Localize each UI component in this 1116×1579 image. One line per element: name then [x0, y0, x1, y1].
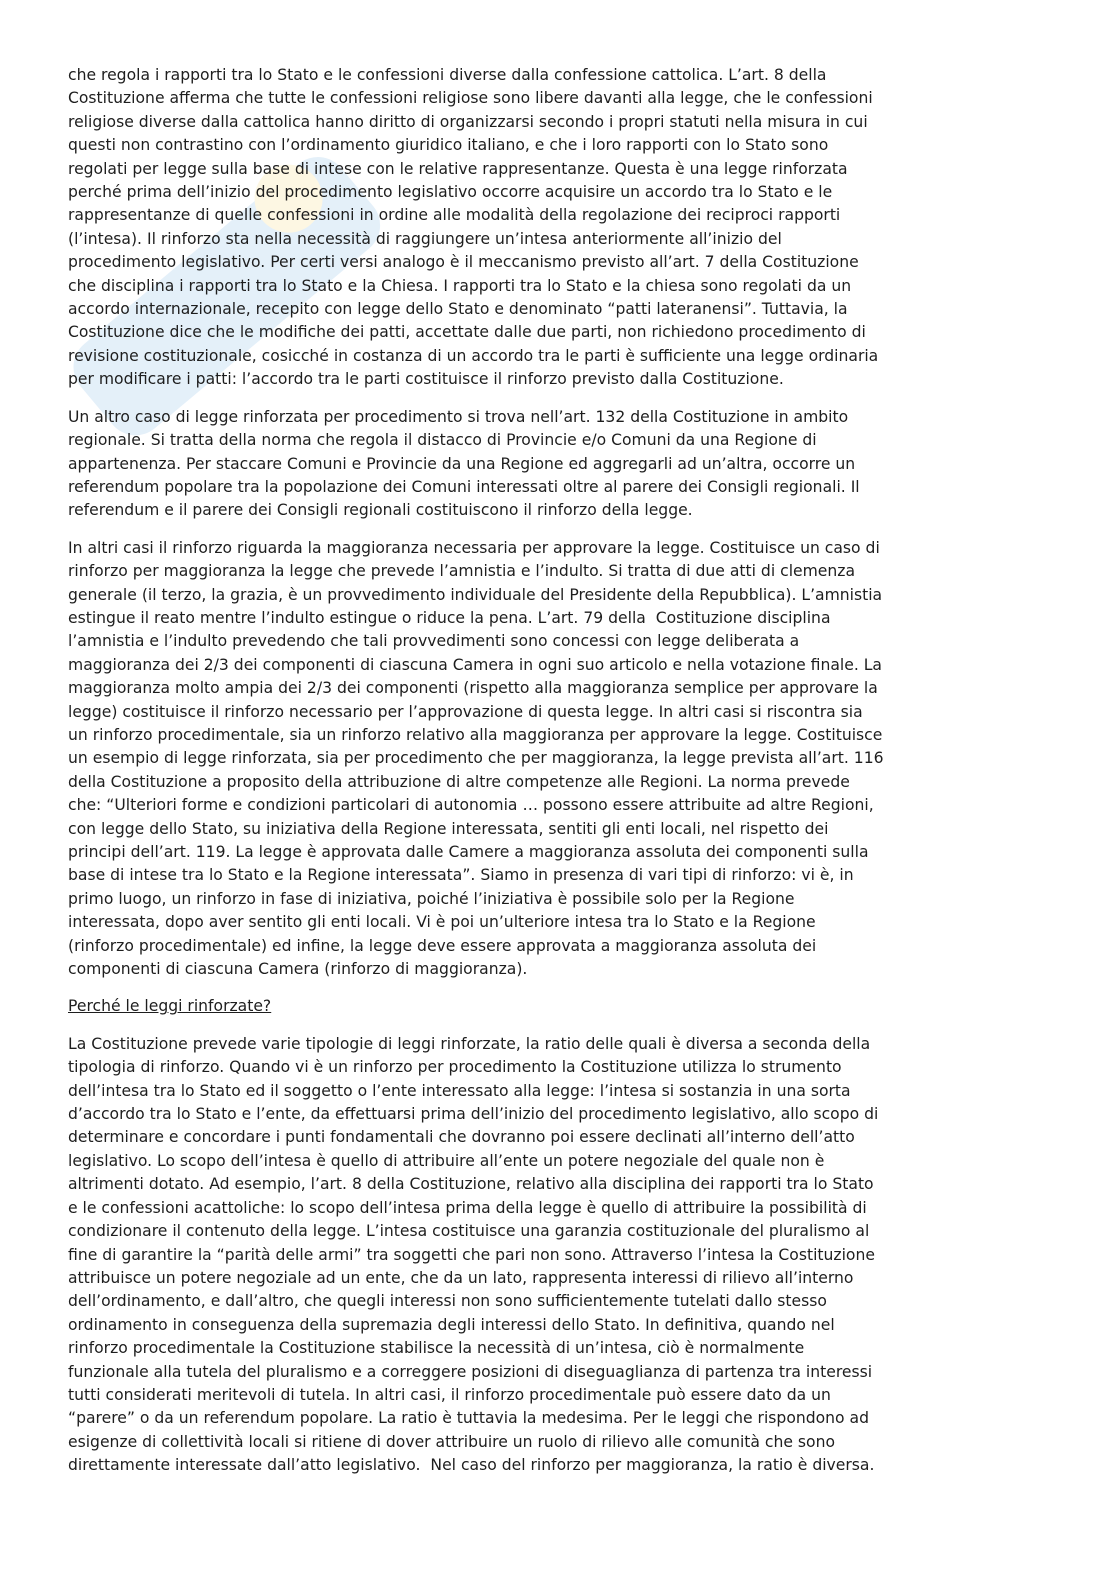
text-line: funzionale alla tutela del pluralismo e a correggere posizioni di diseguaglianza di partenza tra interessi	[68, 1362, 873, 1381]
text-line: dell’ordinamento, e dall’altro, che quegli interessi non sono sufficientemente tutelati dallo stesso	[68, 1292, 827, 1311]
text-line: Un altro caso di legge rinforzata per procedimento si trova nell’art. 132 della Costituzione in ambito	[68, 407, 849, 426]
text-line: Costituzione afferma che tutte le confessioni religiose sono libere davanti alla legge, che le confessioni	[68, 89, 873, 108]
text-line: attribuisce un potere negoziale ad un ente, che da un lato, rappresenta interessi di rilievo all’interno	[68, 1268, 854, 1287]
text-line: che regola i rapporti tra lo Stato e le confessioni diverse dalla confessione cattolica. L’art. 8 della	[68, 66, 827, 84]
text-line: dell’intesa tra lo Stato ed il soggetto o l’ente interessato alla legge: l’intesa si sostanzia in una sorta	[68, 1081, 851, 1100]
text-line: direttamente interessate dall’atto legislativo. Nel caso del rinforzo per maggioranza, la ratio è diversa.	[68, 1456, 875, 1475]
heading-text: Perché le leggi rinforzate?	[68, 997, 272, 1016]
text-line: referendum e il parere dei Consigli regionali costituiscono il rinforzo della legge.	[68, 501, 693, 520]
text-line: appartenenza. Per staccare Comuni e Provincie da una Regione ed aggregarli ad un’altra, occorre un	[68, 454, 856, 473]
text-line: generale (il terzo, la grazia, è un provvedimento individuale del Presidente della Repubblica). L’amnistia	[68, 585, 883, 604]
text-line: altrimenti dotato. Ad esempio, l’art. 8 della Costituzione, relativo alla disciplina dei rapporti tra lo Stato	[68, 1175, 874, 1194]
paragraph	[68, 1033, 1036, 1478]
text-line: maggioranza molto ampia dei 2/3 dei componenti (rispetto alla maggioranza semplice per approvare la	[68, 679, 878, 698]
text-line: tutti considerati meritevoli di tutela. In altri casi, il rinforzo procedimentale può essere dato da un	[68, 1385, 831, 1404]
text-line: regolati per legge sulla base di intese con le relative rappresentanze. Questa è una legge rinforzata	[68, 159, 848, 178]
text-line: (l’intesa). Il rinforzo sta nella necessità di raggiungere un’intesa anteriormente all’inizio del	[68, 229, 782, 248]
text-line: interessata, dopo aver sentito gli enti locali. Vi è poi un’ulteriore intesa tra lo Stato e la Regione	[68, 913, 816, 932]
text-line: che: “Ulteriori forme e condizioni particolari di autonomia … possono essere attribuite ad altre Regioni,	[68, 796, 874, 815]
document-body	[68, 64, 1036, 1492]
text-line: determinare e concordare i punti fondamentali che dovranno poi essere declinati all’interno dell’atto	[68, 1128, 855, 1147]
text-line: condizionare il contenuto della legge. L’intesa costituisce una garanzia costituzionale del pluralismo al	[68, 1222, 870, 1241]
text-line: accordo internazionale, recepito con legge dello Stato e denominato “patti lateranensi”. Tuttavia, la	[68, 300, 848, 319]
text-line: maggioranza dei 2/3 dei componenti di ciascuna Camera in ogni suo articolo e nella votazione finale. La	[68, 655, 882, 674]
text-line: questi non contrastino con l’ordinamento giuridico italiano, e che i loro rapporti con lo Stato sono	[68, 136, 829, 155]
text-line: base di intese tra lo Stato e la Regione interessata”. Siamo in presenza di vari tipi di rinforzo: vi è, in	[68, 866, 854, 885]
text-line: La Costituzione prevede varie tipologie di leggi rinforzate, la ratio delle quali è diversa a seconda della	[68, 1034, 871, 1053]
text-line: legislativo. Lo scopo dell’intesa è quello di attribuire all’ente un potere negoziale del quale non è	[68, 1151, 825, 1170]
text-line: d’accordo tra lo Stato e l’ente, da effettuarsi prima dell’inizio del procedimento legislativo, allo scopo di	[68, 1105, 879, 1124]
text-line: della Costituzione a proposito della attribuzione di altre competenze alle Regioni. La norma prevede	[68, 772, 850, 791]
section-heading	[68, 995, 1036, 1018]
text-line: tipologia di rinforzo. Quando vi è un rinforzo per procedimento la Costituzione utilizza lo strumento	[68, 1058, 842, 1077]
text-line: legge) costituisce il rinforzo necessario per l’approvazione di questa legge. In altri casi si riscontra sia	[68, 702, 863, 721]
text-line: In altri casi il rinforzo riguarda la maggioranza necessaria per approvare la legge. Costituisce un caso di	[68, 538, 880, 557]
text-line: principi dell’art. 119. La legge è approvata dalle Camere a maggioranza assoluta dei componenti sulla	[68, 843, 869, 861]
paragraph	[68, 537, 1036, 982]
text-line: regionale. Si tratta della norma che regola il distacco di Provincie e/o Comuni da una Regione di	[68, 431, 817, 450]
text-line: “parere” o da un referendum popolare. La ratio è tuttavia la medesima. Per le leggi che rispondono ad	[68, 1409, 870, 1428]
text-line: rappresentanze di quelle confessioni in ordine alle modalità della regolazione dei reciproci rapporti	[68, 206, 841, 225]
paragraph	[68, 406, 1036, 523]
text-line: rinforzo per maggioranza la legge che prevede l’amnistia e l’indulto. Si tratta di due atti di clemenza	[68, 562, 856, 581]
text-line: religiose diverse dalla cattolica hanno diritto di organizzarsi secondo i propri statuti nella misura in cui	[68, 112, 868, 131]
text-line: per modificare i patti: l’accordo tra le parti costituisce il rinforzo previsto dalla Costituzione.	[68, 370, 784, 389]
text-line: un rinforzo procedimentale, sia un rinforzo relativo alla maggioranza per approvare la legge. Costituisce	[68, 725, 883, 744]
text-line: che disciplina i rapporti tra lo Stato e la Chiesa. I rapporti tra lo Stato e la chiesa sono regolati da un	[68, 276, 852, 295]
text-line: l’amnistia e l’indulto prevedendo che tali provvedimenti sono concessi con legge deliberata a	[68, 632, 800, 651]
text-line: (rinforzo procedimentale) ed infine, la legge deve essere approvata a maggioranza assoluta dei	[68, 936, 817, 955]
text-line: Costituzione dice che le modifiche dei patti, accettate dalle due parti, non richiedono procedimento di	[68, 323, 866, 342]
text-line: referendum popolare tra la popolazione dei Comuni interessati oltre al parere dei Consigli regionali. Il	[68, 477, 860, 496]
paragraph	[68, 64, 1036, 392]
text-line: con legge dello Stato, su iniziativa della Regione interessata, sentiti gli enti locali, nel rispetto dei	[68, 819, 829, 838]
text-line: rinforzo procedimentale la Costituzione stabilisce la necessità di un’intesa, ciò è normalmente	[68, 1339, 805, 1358]
text-line: e le confessioni acattoliche: lo scopo dell’intesa prima della legge è quello di attribuire la possibilità di	[68, 1198, 867, 1217]
text-line: un esempio di legge rinforzata, sia per procedimento che per maggioranza, la legge prevista all’art. 116	[68, 749, 884, 768]
text-line: ordinamento in conseguenza della supremazia degli interessi dello Stato. In definitiva, quando nel	[68, 1315, 835, 1334]
text-line: esigenze di collettività locali si ritiene di dover attribuire un ruolo di rilievo alle comunità che sono	[68, 1432, 836, 1451]
text-line: procedimento legislativo. Per certi versi analogo è il meccanismo previsto all’art. 7 della Costituzione	[68, 253, 859, 272]
text-line: estingue il reato mentre l’indulto estingue o riduce la pena. L’art. 79 della Costituzione disciplina	[68, 608, 831, 627]
text-line: perché prima dell’inizio del procedimento legislativo occorre acquisire un accordo tra lo Stato e le	[68, 183, 833, 202]
text-line: revisione costituzionale, cosicché in costanza di un accordo tra le parti è sufficiente una legge ordinaria	[68, 346, 879, 365]
text-line: componenti di ciascuna Camera (rinforzo di maggioranza).	[68, 960, 528, 979]
text-line: fine di garantire la “parità delle armi” tra soggetti che pari non sono. Attraverso l’intesa la Costituzione	[68, 1245, 875, 1264]
text-line: primo luogo, un rinforzo in fase di iniziativa, poiché l’iniziativa è possibile solo per la Regione	[68, 889, 795, 908]
